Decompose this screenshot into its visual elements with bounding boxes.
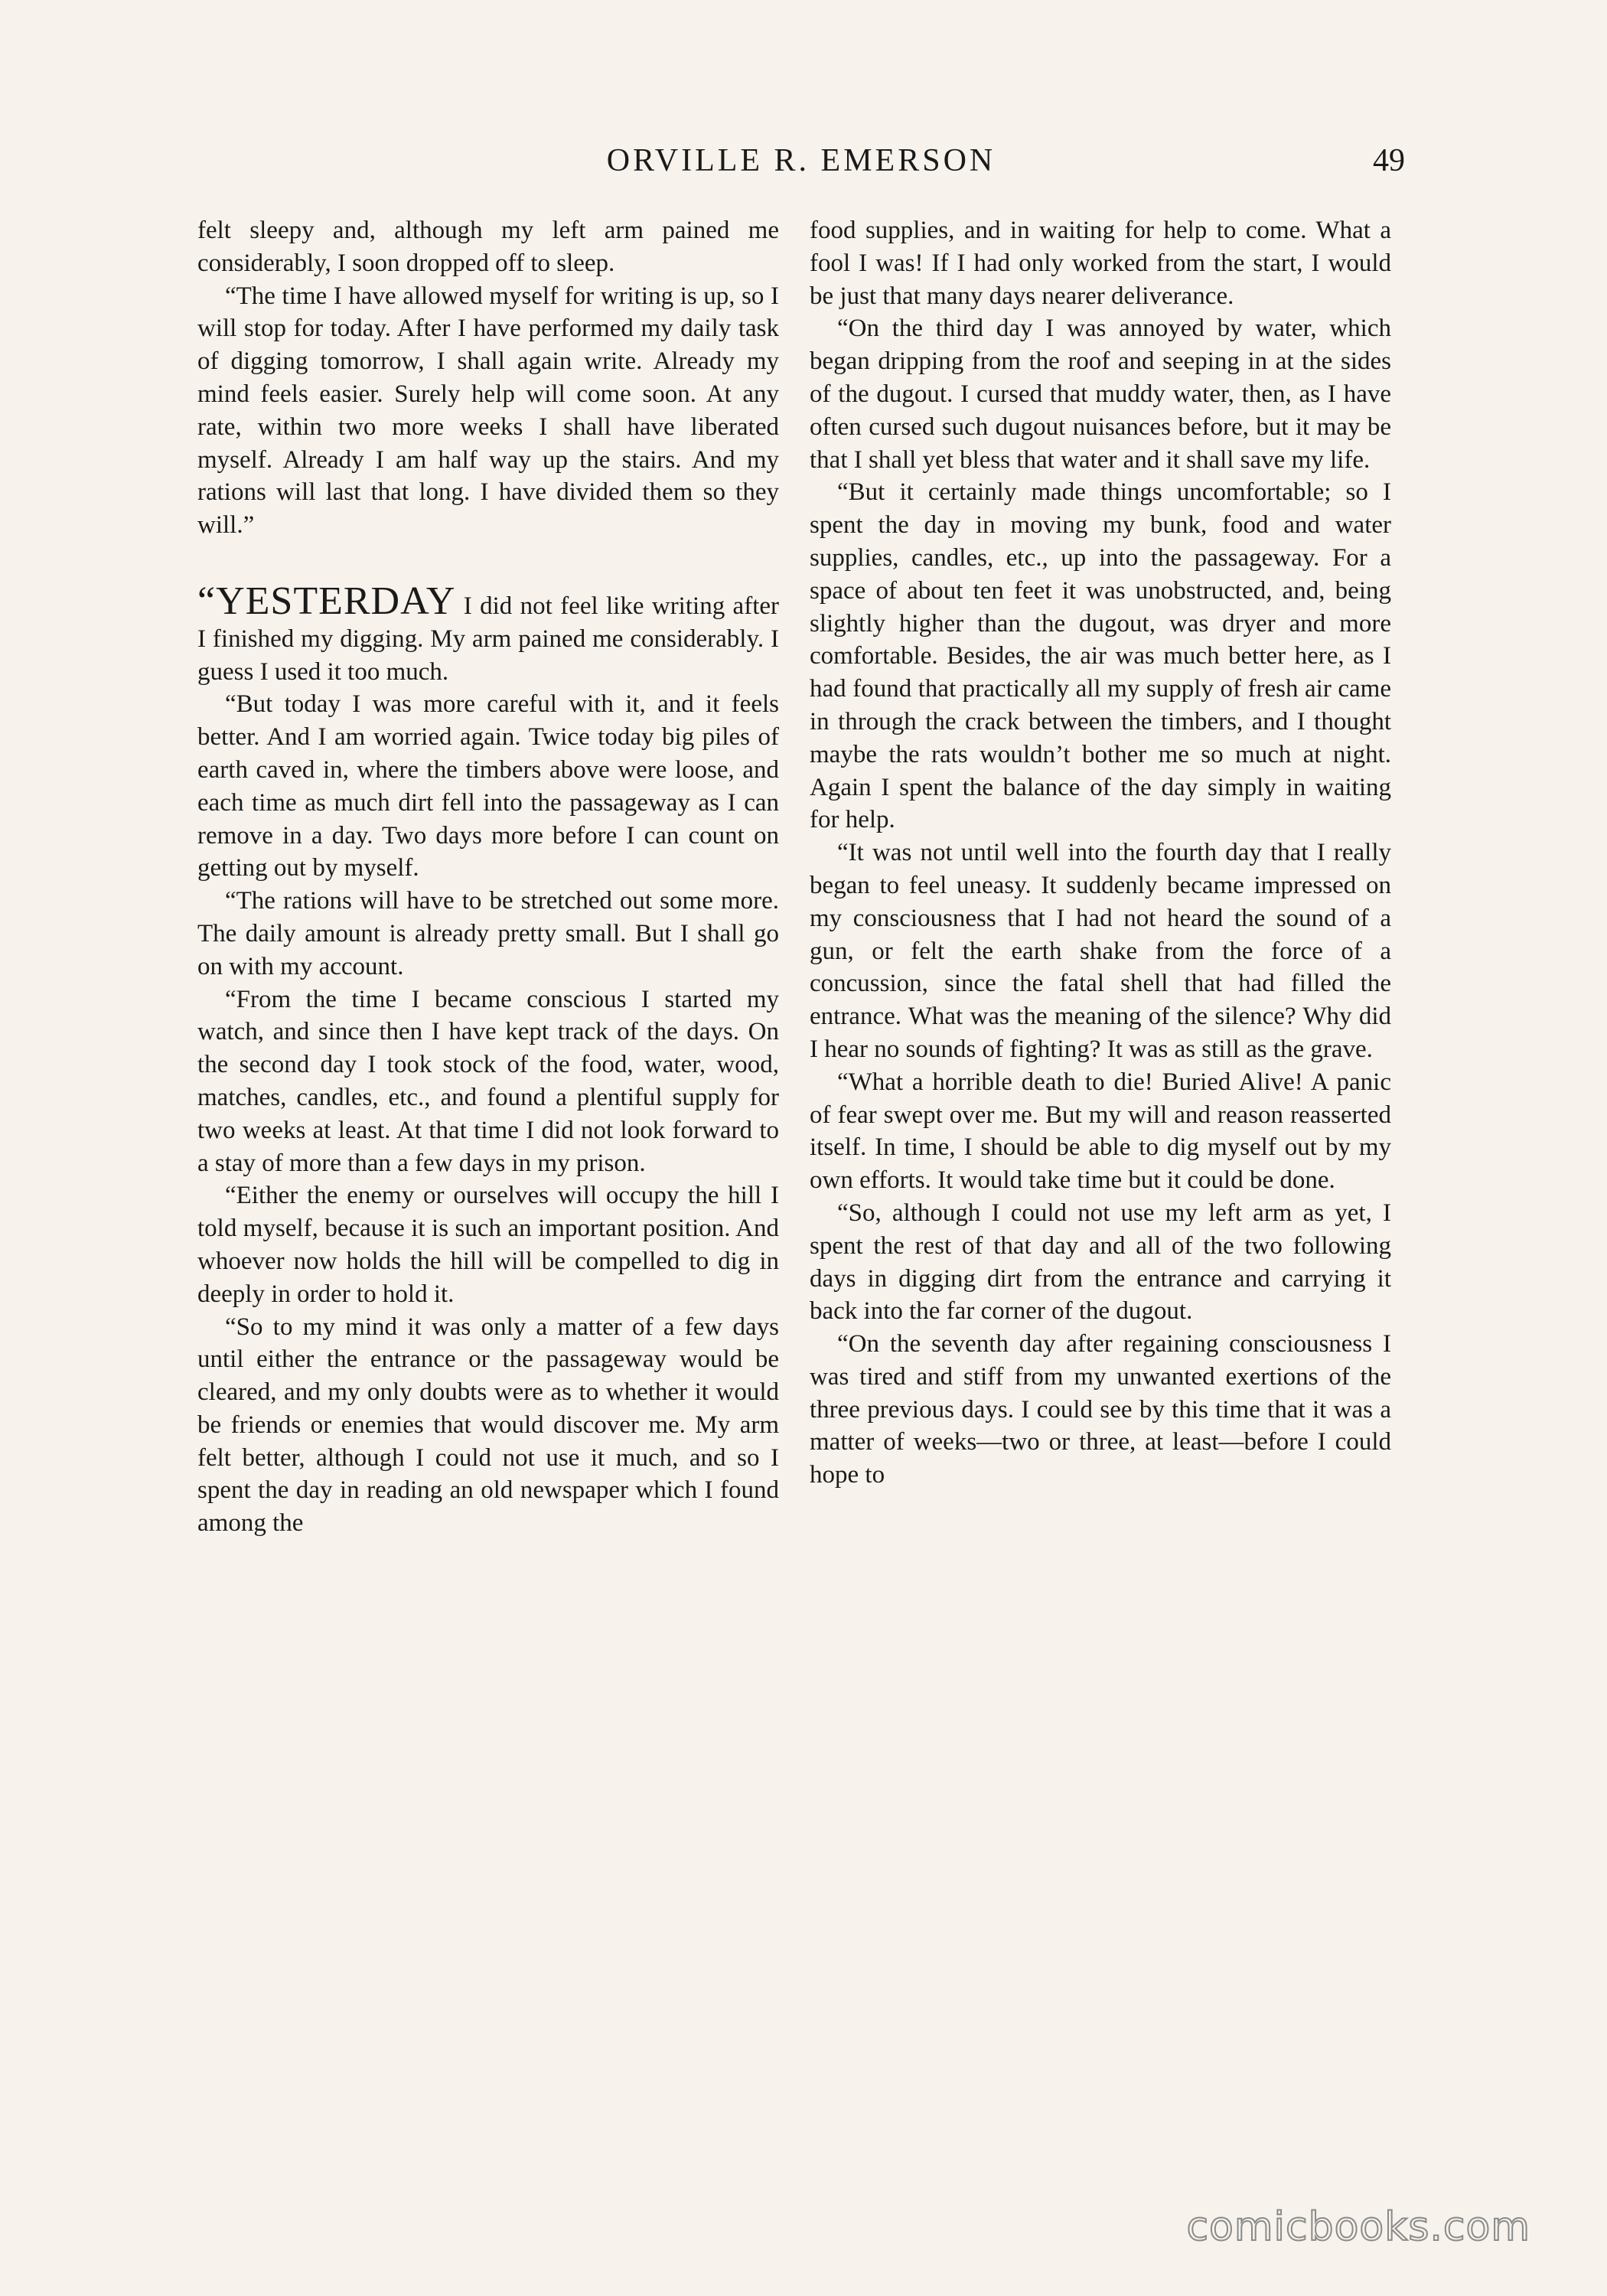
paragraph: “Either the enemy or ourselves will occupy the hill I told myself, because it is such an important position. And whoever now holds the hill will be compelled to dig in deeply in order to hold it. <box>197 1182 779 1308</box>
page-header <box>197 142 1405 188</box>
site-watermark: comicbooks.com <box>1186 2204 1530 2250</box>
paragraph: “But it certainly made things uncomfortable; so I spent the day in moving my bunk, food and water supplies, candles, etc., up into the passageway. For a space of about ten feet it was unobstructed, and, being slightly higher than the dugout, was dryer and more comfortable. Besides, the air was much better here, as I had found that practically all my supply of fresh air came in through the crack between the timbers, and I thought maybe the rats wouldn’t bother me so much at night. Again I spent the balance of the day simply in waiting for help. <box>810 478 1391 834</box>
paragraph: “What a horrible death to die! Buried Alive! A panic of fear swept over me. But my will and reason reasserted itself. In time, I should be able to dig myself out by my own efforts. It would take time but it could be done. <box>810 1068 1391 1195</box>
paragraph: “But today I was more careful with it, and it feels better. And I am worried again. Twice today big piles of earth caved in, where the timbers above were loose, and each time as much dirt fell into the passageway as I can remove in a day. Two days more before I can count on getting out by myself. <box>197 690 779 882</box>
paragraph: “On the third day I was annoyed by water, which began dripping from the roof and seeping in at the sides of the dugout. I cursed that muddy water, then, as I have often cursed such dugout nuisances before, but it may be that I shall yet bless that water and it shall save my life. <box>810 315 1391 474</box>
paragraph: “From the time I became conscious I started my watch, and since then I have kept track of the days. On the second day I took stock of the food, water, wood, matches, candles, etc., and found a plentiful supply for two weeks at least. At that time I did not look forward to a stay of more than a few days in my prison. <box>197 985 779 1177</box>
page-number: 49 <box>1373 143 1405 178</box>
paragraph: “On the seventh day after regaining consciousness I was tired and stiff from my unwanted exertions of the three previous days. I could see by this time that it was a matter of weeks—two or three, at least—before I could hope to <box>810 1330 1391 1489</box>
section-start-paragraph <box>197 579 779 688</box>
paragraph: “The time I have allowed myself for writing is up, so I will stop for today. After I have performed my daily task of digging tomorrow, I shall again write. Already my mind feels easier. Surely help will come soon. At any rate, within two more weeks I shall have liberated myself. Already I am half way up the stairs. And my rations will last that long. I have divided them so they will.” <box>197 282 779 540</box>
paragraph: food supplies, and in waiting for help to come. What a fool I was! If I had only worked from the start, I would be just that many days nearer deliverance. <box>810 217 1391 310</box>
paragraph: “So to my mind it was only a matter of a few days until either the entrance or the passageway would be cleared, and my only doubts were as to whether it would be friends or enemies that would discover me. My arm felt better, although I could not use it much, and so I spent the day in reading an old newspaper which I found among the <box>197 1313 779 1538</box>
drop-cap-word: “YESTERDAY <box>197 579 456 623</box>
running-head: ORVILLE R. EMERSON <box>606 143 996 178</box>
right-column <box>810 214 1391 1492</box>
paragraph-text: I did not feel like writing after I finished my digging. My arm pained me considerably. I guess I used it too much. <box>197 592 779 686</box>
paragraph: “The rations will have to be stretched out some more. The daily amount is already pretty small. But I shall go on with my account. <box>197 887 779 980</box>
paragraph: “So, although I could not use my left arm as yet, I spent the rest of that day and all of the two following days in digging dirt from the entrance and carrying it back into the far corner of the dugout. <box>810 1199 1391 1326</box>
paragraph: “It was not until well into the fourth day that I really began to feel uneasy. It suddenly became impressed on my consciousness that I had not heard the sound of a gun, or felt the earth shake from the force of a concussion, since the fatal shell that had filled the entrance. What was the meaning of the silence? Why did I hear no sounds of fighting? It was as still as the grave. <box>810 839 1391 1063</box>
paragraph: felt sleepy and, although my left arm pained me considerably, I soon dropped off to sleep. <box>197 217 779 277</box>
left-column <box>197 214 779 1540</box>
